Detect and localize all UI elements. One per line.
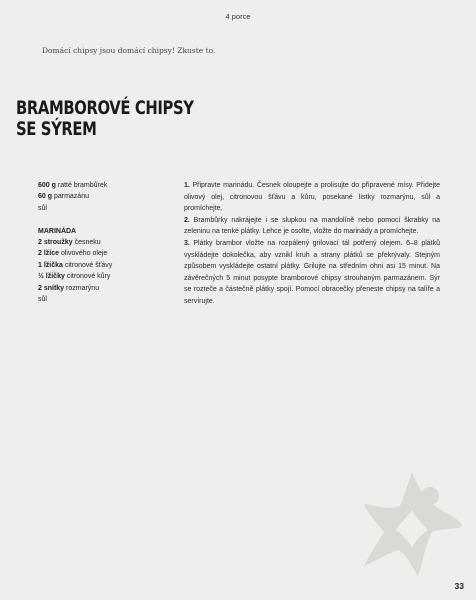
ingredient-name: olivového oleje (60, 250, 108, 258)
ingredient-amount: 60 g (38, 193, 53, 201)
ingredients-list (38, 180, 168, 305)
step-2 (184, 215, 440, 238)
ingredient-name: sůl (38, 296, 47, 304)
ingredient-name: citronové šťávy (64, 261, 113, 269)
step-text: Připravte marinádu. Česnek oloupejte a prolisujte do připravené mísy. Přidejte olivový olej, citronovou šťávu a kůru, posekané lístky rozmarýnu, sůl a promíchejte. (184, 182, 440, 213)
publisher-logo-icon (360, 470, 465, 580)
ingredient-amount: 2 snítky (38, 284, 65, 292)
step-number: 2. (184, 216, 190, 224)
ingredient-name: citronové kůry (66, 273, 111, 281)
step-number: 3. (184, 239, 190, 247)
ingredient-amount: 1 lžička (38, 261, 63, 269)
step-text: Brambůrky nakrájejte i se slupkou na mandolíně nebo pomocí škrabky na zeleninu na tenké plátky. Lehce je osolte, vložte do marinády a promíchejte. (184, 216, 441, 236)
portions-label: 4 porce (225, 12, 251, 21)
ingredient-name: ratté brambůrek (57, 182, 108, 189)
ingredient-item (38, 180, 168, 191)
page-number: 33 (454, 581, 464, 591)
intro-text: Domácí chipsy jsou domácí chipsy! Zkuste to. (42, 46, 216, 55)
ingredient-item (38, 203, 168, 214)
ingredient-amount: ½ lžičky (38, 273, 65, 281)
step-3 (184, 238, 440, 308)
marinade-item (38, 248, 168, 259)
method-steps (184, 180, 440, 308)
recipe-title-line-2: SE SÝREM (16, 118, 97, 140)
marinade-item (38, 294, 168, 305)
ingredient-amount: 2 stroužky (38, 239, 73, 247)
recipe-title-line-1: BRAMBOROVÉ CHIPSY (16, 97, 194, 119)
marinade-item (38, 271, 168, 282)
step-number: 1. (184, 182, 190, 189)
ingredient-amount: 600 g (38, 182, 56, 189)
marinade-item (38, 260, 168, 271)
recipe-title (16, 98, 194, 140)
marinade-item (38, 283, 168, 294)
step-text: Plátky brambor vložte na rozpálený grilovací tál potřený olejem. 6–8 plátků vyskládejte dokolečka, aby vznikl kruh a strany plátků se překrývaly. Stejným způsobem vyskládejte ostatní plátky. Grilujte na středním ohni asi 15 minut. Na závěrečných 5 minut posypte bramborové chipsy strouhaným parmazánem. Sýr se roztečе a částečně plátky spojí. Pomocí obracečky přeneste chipsy na talíře a servírujte. (184, 239, 441, 305)
ingredient-amount: 2 lžíce (38, 250, 60, 258)
marinade-item (38, 237, 168, 248)
marinade-heading: MARINÁDA (38, 227, 77, 235)
ingredient-name: česneku (74, 239, 101, 247)
ingredient-name: parmazánu (53, 193, 89, 201)
ingredient-name: sůl (38, 204, 47, 212)
ingredient-item (38, 191, 168, 202)
ingredient-name: rozmarýnu (66, 284, 100, 292)
step-1 (184, 180, 440, 215)
